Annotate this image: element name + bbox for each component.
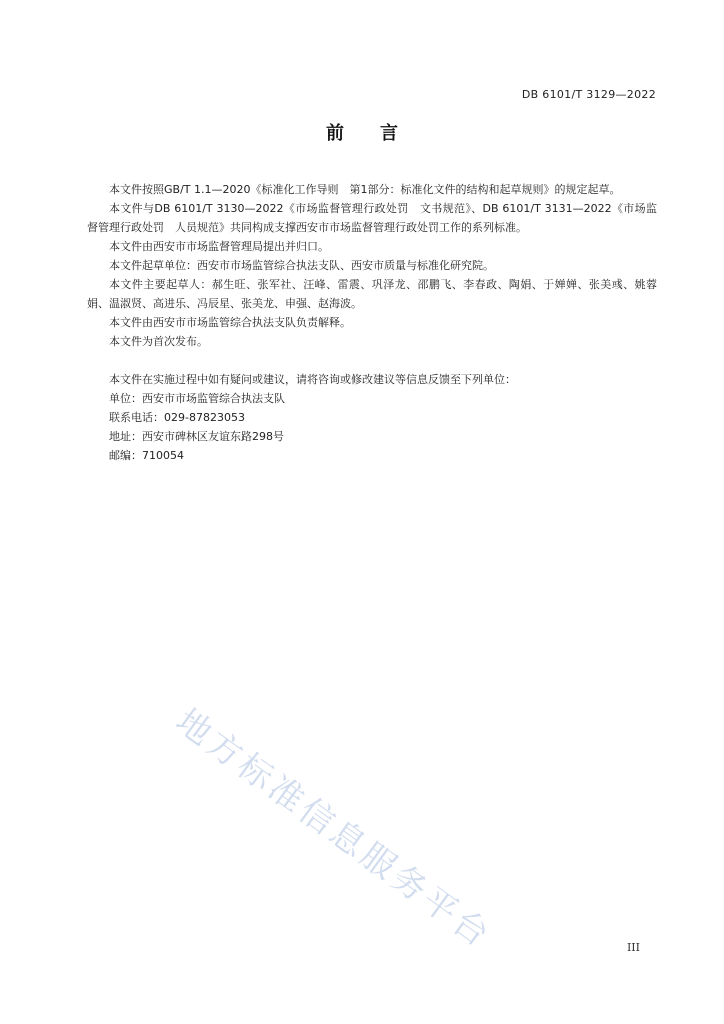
feedback-intro: 本文件在实施过程中如有疑问或建议，请将咨询或修改建议等信息反馈至下列单位： bbox=[109, 373, 516, 386]
paragraph-drafting-basis: 本文件按照GB/T 1.1—2020《标准化工作导则 第1部分：标准化文件的结构和起草规则》的规定起草。 bbox=[109, 183, 621, 196]
feedback-postcode: 邮编：710054 bbox=[109, 449, 184, 462]
foreword-body bbox=[87, 180, 657, 465]
paragraph-interpretation: 本文件由西安市市场监管综合执法支队负责解释。 bbox=[109, 316, 351, 329]
watermark: 地方标准信息服务平台 bbox=[168, 701, 500, 957]
paragraph-drafters: 本文件主要起草人：郝生旺、张军社、汪峰、雷震、巩泽龙、邵鹏飞、李春政、陶娟、于婵婵、张美彧、姚蓉娟、温淑贤、高进乐、冯辰星、张美龙、申强、赵海波。 bbox=[87, 278, 657, 310]
page-number: III bbox=[626, 941, 640, 954]
title-char-2: 言 bbox=[380, 123, 398, 144]
page-title bbox=[0, 119, 724, 145]
feedback-phone: 联系电话：029-87823053 bbox=[109, 411, 245, 424]
paragraph-proposer: 本文件由西安市市场监督管理局提出并归口。 bbox=[109, 240, 329, 253]
paragraph-related-standards: 本文件与DB 6101/T 3130—2022《市场监督管理行政处罚 文书规范》、DB 6101/T 3131—2022《市场监督管理行政处罚 人员规范》共同构成支撑西安市市场监督管理行政处罚工作的系列标准。 bbox=[87, 202, 657, 234]
paragraph-first-release: 本文件为首次发布。 bbox=[109, 335, 208, 348]
document-code: DB 6101/T 3129—2022 bbox=[521, 88, 656, 101]
feedback-address: 地址：西安市碑林区友谊东路298号 bbox=[109, 430, 284, 443]
paragraph-drafting-units: 本文件起草单位：西安市市场监管综合执法支队、西安市质量与标准化研究院。 bbox=[109, 259, 494, 272]
feedback-unit: 单位：西安市市场监管综合执法支队 bbox=[109, 392, 285, 405]
title-char-1: 前 bbox=[326, 123, 344, 144]
